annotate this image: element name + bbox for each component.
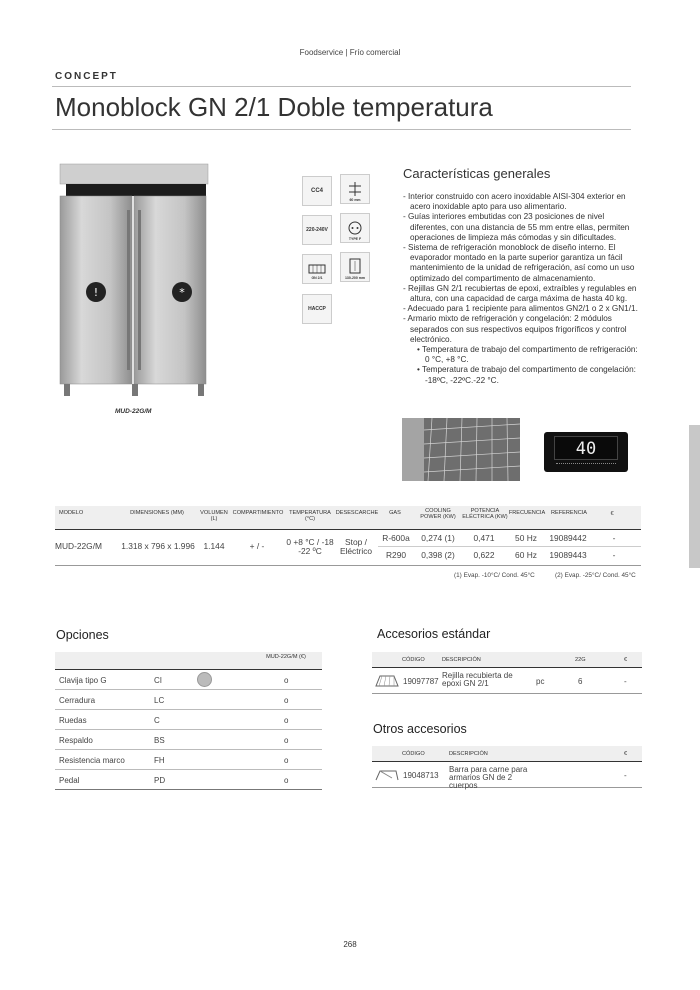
- cell-dimensiones: 1.318 x 796 x 1.996: [121, 541, 195, 551]
- cc4-badge: CC4: [302, 176, 332, 206]
- col-compartimiento: COMPARTIMIENTO: [232, 510, 284, 516]
- cell-frecuencia: 50 Hz: [515, 533, 537, 543]
- cell-cooling: 0,398 (2): [421, 550, 455, 560]
- option-code: FH: [154, 756, 165, 765]
- col-cooling: COOLING POWER (KW): [420, 508, 456, 520]
- page-number: 268: [343, 940, 357, 949]
- other-code: 19048713: [403, 771, 439, 780]
- option-name: Respaldo: [59, 736, 93, 745]
- cell-frecuencia: 60 Hz: [515, 550, 537, 560]
- tray-caption: GN 2/1: [311, 276, 323, 280]
- table-row: [55, 710, 322, 730]
- option-code: BS: [154, 736, 165, 745]
- cell-gas: R-600a: [382, 533, 410, 543]
- socket-caption: TYPE F: [348, 237, 362, 241]
- spacing-caption: 60 mm: [349, 198, 361, 202]
- svg-text:*: *: [179, 286, 185, 299]
- list-item: - Adecuado para 1 recipiente para alimentos GN2/1 o 2 x GN1/1.: [403, 304, 638, 314]
- meat-rail-icon: [374, 768, 400, 784]
- option-code: LC: [154, 696, 165, 705]
- table-row: [55, 770, 322, 790]
- characteristics-title: Características generales: [403, 166, 551, 181]
- cell-precio: -: [612, 533, 616, 543]
- option-code: CI: [154, 676, 162, 685]
- divider-title: [52, 129, 631, 130]
- footnote-2: (2) Evap. -25°C/ Cond. 45°C: [555, 572, 636, 579]
- grid-shelf-icon: [374, 674, 400, 690]
- category-label: CONCEPT: [55, 71, 118, 82]
- option-value: o: [284, 776, 289, 785]
- list-subitem: • Temperatura de trabajo del compartimento de refrigeración: 0 °C, +8 °C.: [417, 345, 638, 365]
- cell-modelo: MUD-22G/M: [55, 541, 102, 551]
- option-name: Cerradura: [59, 696, 96, 705]
- col-volumen: VOLUMEN (L): [200, 510, 228, 522]
- col-precio: €: [610, 511, 614, 517]
- option-name: Resistencia marco: [59, 756, 125, 765]
- other-accessories-header: [372, 746, 642, 762]
- acc-col-descripcion: DESCRIPCIÓN: [442, 657, 481, 663]
- side-tab: [689, 425, 700, 568]
- option-code: C: [154, 716, 160, 725]
- table-row: [372, 762, 642, 788]
- cell-temperatura: 0 +8 °C / -18 -22 ºC: [286, 537, 334, 556]
- col-dimensiones: DIMENSIONES (MM): [130, 510, 184, 516]
- acc-col-precio: €: [624, 657, 628, 663]
- accessories-title: Accesorios estándar: [377, 627, 491, 641]
- col-gas: GAS: [389, 510, 401, 516]
- list-item: - Interior construido con acero inoxidable AISI-304 exterior en acero inoxidable apto para uso alimentario.: [403, 192, 626, 212]
- divider-top: [52, 86, 631, 87]
- table-row: [372, 668, 642, 694]
- list-item: - Rejillas GN 2/1 recubiertas de epoxi, extraíbles y regulables en altura, con una capacidad de carga máxima de hasta 40 kg.: [403, 283, 637, 304]
- height-caption: 130-200 mm: [344, 276, 366, 280]
- product-image: [58, 162, 210, 400]
- acc-col-codigo: CÓDIGO: [402, 657, 425, 663]
- option-name: Clavija tipo G: [59, 676, 107, 685]
- cell-compartimiento: + / -: [249, 541, 265, 551]
- section-header: Foodservice | Frío comercial: [299, 48, 401, 57]
- options-title: Opciones: [56, 628, 109, 642]
- cell-precio: -: [612, 550, 616, 560]
- list-item: - Guías interiores embutidas con 23 posiciones de nivel diferentes, con una distancia de 55 mm entre ellas, permiten operaciones de limpieza más cómodas y sin dificultades.: [403, 212, 630, 242]
- col-desescarche: DESESCARCHE: [335, 510, 379, 516]
- table-row: [55, 690, 322, 710]
- display-buttons: [556, 463, 616, 466]
- options-header: [55, 652, 322, 670]
- footnote-1: (1) Evap. -10°C/ Cond. 45°C: [454, 572, 535, 579]
- cell-desescarche: Stop / Eléctrico: [339, 537, 373, 556]
- cell-referencia: 19089442: [549, 533, 587, 543]
- option-name: Pedal: [59, 776, 80, 785]
- col-modelo: MODELO: [59, 510, 84, 516]
- col-temperatura: TEMPERATURA (°C): [289, 510, 331, 522]
- cell-referencia: 19089443: [549, 550, 587, 560]
- acc-unit: pc: [536, 677, 545, 686]
- row-divider: [55, 565, 641, 566]
- haccp-badge: HACCP: [302, 294, 332, 324]
- acc-code: 19097787: [403, 677, 439, 686]
- other-accessories-title: Otros accesorios: [373, 722, 467, 736]
- product-table-header: [55, 506, 641, 530]
- col-potencia: POTENCIA ELÉCTRICA (KW): [462, 508, 508, 520]
- other-description: Barra para carne para armarios GN de 2 cuerpos: [449, 765, 528, 790]
- list-item: - Armario mixto de refrigeración y congelación: 2 módulos separados con sus respectivos equipos frigoríficos y control electrónico.: [403, 314, 627, 344]
- other-col-precio: €: [624, 751, 628, 757]
- voltage-badge: 220-240V: [302, 215, 332, 245]
- list-subitem: • Temperatura de trabajo del compartimento de congelación: -18ºC, -22ºC.-22 °C.: [417, 365, 636, 385]
- acc-price: -: [624, 677, 627, 686]
- characteristics-list: [403, 192, 643, 386]
- svg-text:!: !: [93, 286, 99, 299]
- display-photo: [544, 432, 628, 472]
- acc-qty: 6: [578, 677, 583, 686]
- table-row: [55, 730, 322, 750]
- col-referencia: REFERENCIA: [550, 510, 588, 516]
- options-col-model: MUD-22G/M (€): [266, 654, 306, 660]
- option-value: o: [284, 736, 289, 745]
- display-readout: 40: [554, 436, 618, 460]
- other-price: -: [624, 771, 627, 780]
- acc-col-model: 22G: [575, 657, 586, 663]
- row-divider: [378, 546, 641, 547]
- col-frecuencia: FRECUENCIA: [508, 510, 546, 516]
- cell-gas: R290: [385, 550, 407, 560]
- table-row: [55, 750, 322, 770]
- product-model-label: MUD-22G/M: [115, 408, 152, 415]
- cell-potencia: 0,471: [473, 533, 495, 543]
- option-value: o: [284, 676, 289, 685]
- acc-description: Rejilla recubierta de epoxi GN 2/1: [442, 671, 513, 688]
- cell-potencia: 0,622: [473, 550, 495, 560]
- list-item: [403, 345, 643, 386]
- other-col-codigo: CÓDIGO: [402, 751, 425, 757]
- option-code: PD: [154, 776, 166, 785]
- table-row: [55, 670, 322, 690]
- interior-photo: [402, 418, 520, 481]
- list-item: - Sistema de refrigeración monoblock de diseño interno. El evaporador montado en la parte superior garantiza un fácil mantenimiento de la unidad de refrigeración, así como un uso optimizado del compartimento de almacenamiento.: [403, 243, 635, 283]
- plug-icon: [197, 672, 212, 687]
- other-col-descripcion: DESCRIPCIÓN: [449, 751, 488, 757]
- cell-cooling: 0,274 (1): [421, 533, 455, 543]
- option-value: o: [284, 716, 289, 725]
- option-name: Ruedas: [59, 716, 87, 725]
- cell-volumen: 1.144: [203, 541, 225, 551]
- option-value: o: [284, 756, 289, 765]
- page-title: Monoblock GN 2/1 Doble temperatura: [55, 92, 493, 122]
- option-value: o: [284, 696, 289, 705]
- accessories-header: [372, 652, 642, 668]
